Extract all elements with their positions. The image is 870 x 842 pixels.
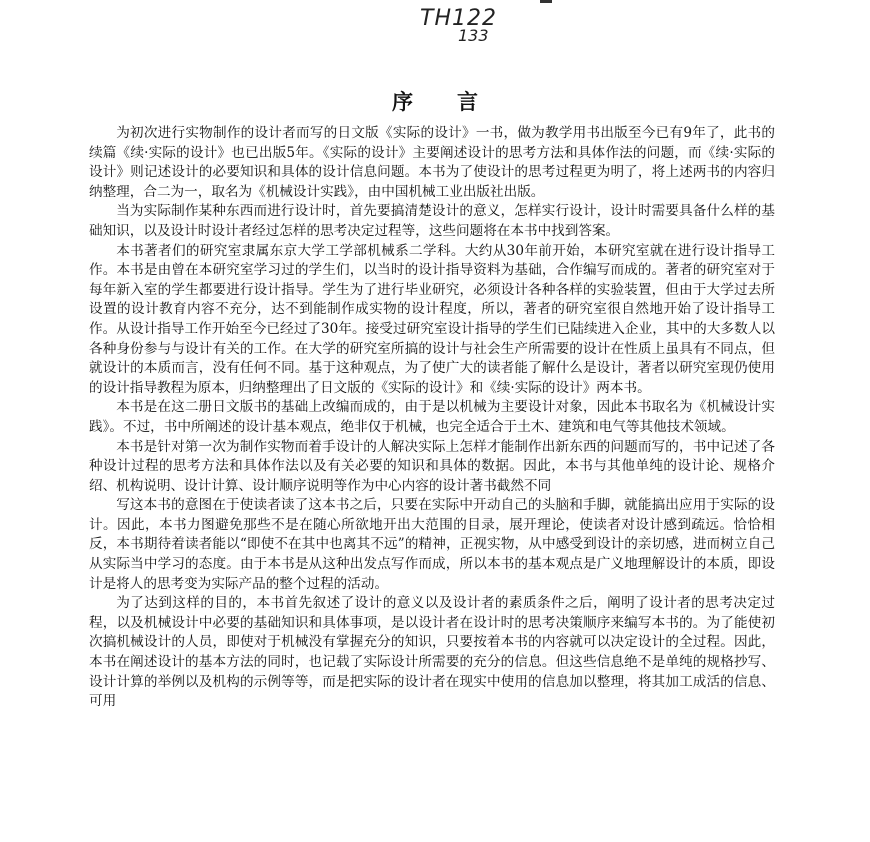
- paragraph: 写这本书的意图在于使读者读了这本书之后，只要在实际中开动自己的头脑和手脚，就能搞出应用于实际的设计。因此，本书力图避免那些不是在随心所欲地开出大范围的目录，展开理论，使读者对设计感到疏远。恰恰相反，本书期待着读者能以“即使不在其中也离其不远”的精神，正视实物，从中感受到设计的亲切感，进而树立自己从实际当中学习的态度。由于本书是从这种出发点写作而成，所以本书的基本观点是广义地理解设计的本质，即设计是将人的思考变为实际产品的整个过程的活动。: [89, 497, 775, 592]
- scan-mark: [540, 0, 552, 3]
- paragraph: 为了达到这样的目的，本书首先叙述了设计的意义以及设计者的素质条件之后，阐明了设计者的思考决定过程，以及机械设计中必要的基础知识和具体事项，是以设计者在设计时的思考决策顺序来编写本书的。为了能使初次搞机械设计的人员，即使对于机械没有掌握充分的知识，只要按着本书的内容就可以决定设计的全过程。因此，本书在阐述设计的基本方法的同时，也记载了实际设计所需要的充分的信息。但这些信息绝不是单纯的规格抄写、设计计算的举例以及机构的示例等等，而是把实际的设计者在现实中使用的信息加以整理，将其加工成活的信息、可用: [89, 595, 775, 710]
- handwritten-call-number: [420, 8, 497, 44]
- paragraph: 为初次进行实物制作的设计者而写的日文版《实际的设计》一书，做为教学用书出版至今已有9年了，此书的续篇《续·实际的设计》也已出版5年。《实际的设计》主要阐述设计的思考方法和具体作法的问题，而《续·实际的设计》则记述设计的必要知识和具体的设计信息问题。本书为了使设计的思考过程更为明了，将上述两书的内容归纳整理，合二为一，取名为《机械设计实践》，由中国机械工业出版社出版。: [89, 125, 775, 200]
- paragraph: 本书是在这二册日文版书的基础上改编而成的，由于是以机械为主要设计对象，因此本书取名为《机械设计实践》。不过，书中所阐述的设计基本观点，绝非仅于机械，也完全适合于土木、建筑和电气等其他技术领域。: [89, 399, 775, 435]
- paragraph: 当为实际制作某种东西而进行设计时，首先要搞清楚设计的意义，怎样实行设计，设计时需要具备什么样的基础知识，以及设计时设计者经过怎样的思考决定过程等，这些问题将在本书中找到答案。: [89, 203, 775, 239]
- handwritten-line-1: TH122: [420, 6, 497, 31]
- page-title: 序言: [392, 89, 522, 114]
- paragraph: 本书是针对第一次为制作实物而着手设计的人解决实际上怎样才能制作出新东西的问题而写的，书中记述了各种设计过程的思考方法和具体作法以及有关必要的知识和具体的数据。因此，本书与其他单纯的设计论、规格介绍、机构说明、设计计算、设计顺序说明等作为中心内容的设计著书截然不同: [89, 438, 775, 494]
- paragraph: 本书著者们的研究室隶属东京大学工学部机械系二学科。大约从30年前开始，本研究室就在进行设计指导工作。本书是由曾在本研究室学习过的学生们，以当时的设计指导资料为基础，合作编写而成的。著者的研究室对于每年新入室的学生都要进行设计指导。学生为了进行毕业研究，必须设计各种各样的实验装置，但由于大学过去所设置的设计教育内容不充分，达不到能制作成实物的设计程度，所以，著者的研究室很自然地开始了设计指导工作。从设计指导工作开始至今已经过了30年。接受过研究室设计指导的学生们已陆续进入企业，其中的大多数人以各种身份参与与设计有关的工作。在大学的研究室所搞的设计与社会生产所需要的设计在性质上虽具有不同点，但就设计的本质而言，没有任何不同。基于这种观点，为了使广大的读者能了解什么是设计，著者以研究室现仍使用的设计指导教程为原本，归纳整理出了日文版的《实际的设计》和《续·实际的设计》两本书。: [89, 242, 775, 396]
- preface-body: [89, 124, 775, 712]
- handwritten-line-2: 133: [458, 26, 489, 45]
